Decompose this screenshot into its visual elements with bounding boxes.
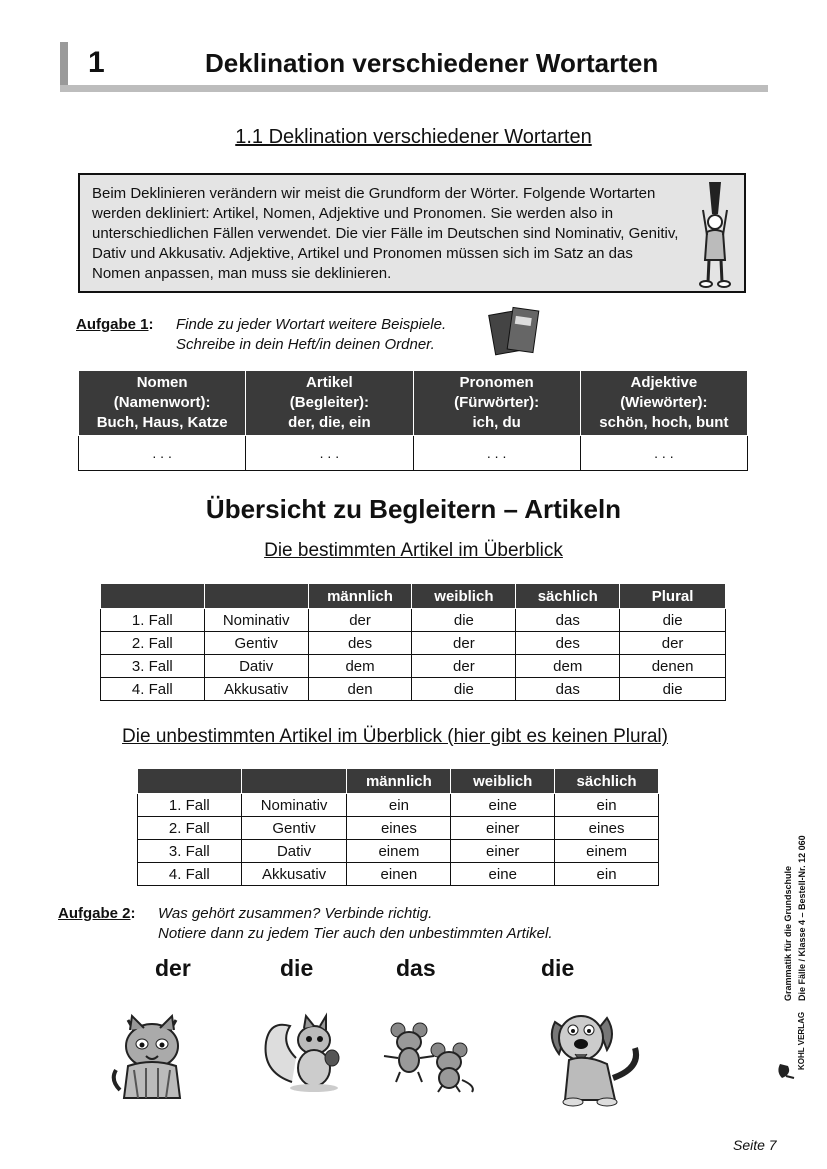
article-cell: das (516, 609, 620, 632)
article-cell: der (412, 632, 516, 655)
header-empty (138, 769, 242, 794)
header-nomen: Nomen (Namenwort): Buch, Haus, Katze (79, 371, 246, 436)
info-text: Beim Deklinieren verändern wir meist die Grundform der Wörter. Folgende Wortarten werden dekliniert: Artikel, Nomen, Adjektive und Pronomen. Sie werden also in unterschiedlichen Fällen verwendet. Die vier Fälle im Deutschen sind Nominativ, Genitiv, Dativ und Akkusativ. Adjektive, Artikel und Pronomen müssen sich im Satz an das Nomen anpassen, man muss sie deklinieren. (92, 185, 679, 282)
table-row (138, 794, 659, 817)
article-word-das: das (396, 955, 436, 981)
article-cell: des (308, 632, 412, 655)
table-row (138, 840, 659, 863)
case-cell: 2. Fall (138, 817, 242, 840)
table-row (138, 817, 659, 840)
case-cell: 1. Fall (101, 609, 205, 632)
table-row (101, 632, 726, 655)
squirrel-icon (262, 1012, 347, 1094)
case-cell: 4. Fall (138, 863, 242, 886)
wordtypes-answer-row (79, 436, 748, 471)
article-cell: das (516, 678, 620, 701)
task2-line1: Was gehört zusammen? Verbinde richtig. (158, 905, 433, 922)
article-cell: den (308, 678, 412, 701)
case-name-cell: Akkusativ (241, 863, 347, 886)
wordtypes-table (78, 370, 748, 471)
article-cell: einen (347, 863, 451, 886)
case-name-cell: Gentiv (204, 632, 308, 655)
article-cell: dem (516, 655, 620, 678)
overview-title: Übersicht zu Begleitern – Artikeln (205, 494, 622, 524)
indefinite-title: Die unbestimmten Artikel im Überblick (hier gibt es keinen Plural) (122, 726, 668, 747)
wordtypes-header-row (79, 371, 748, 436)
exclamation-figure-icon (695, 180, 739, 290)
task1-label: Aufgabe 1 (76, 316, 149, 333)
publisher-name: KOHL VERLAG (797, 1011, 806, 1070)
case-cell: 4. Fall (101, 678, 205, 701)
article-cell: einer (451, 817, 555, 840)
task2-line2: Notiere dann zu jedem Tier auch den unbestimmten Artikel. (158, 925, 553, 942)
case-cell: 3. Fall (138, 840, 242, 863)
header-maennlich: männlich (308, 584, 412, 609)
article-word-der: der (155, 955, 191, 981)
sidebar-info (778, 796, 824, 1006)
books-icon (488, 305, 544, 357)
task2-label-row (58, 905, 136, 922)
header-adjektive: Adjektive (Wiewörter): schön, hoch, bunt (580, 371, 747, 436)
case-cell: 1. Fall (138, 794, 242, 817)
article-cell: der (620, 632, 726, 655)
article-word-die: die (280, 955, 314, 981)
dog-icon (545, 1008, 655, 1108)
section-title: 1.1 Deklination verschiedener Wortarten (235, 126, 592, 148)
definite-title: Die bestimmten Artikel im Überblick (264, 540, 563, 561)
article-cell: eines (347, 817, 451, 840)
header-plural: Plural (620, 584, 726, 609)
article-cell: dem (308, 655, 412, 678)
header-empty (241, 769, 347, 794)
table-row (101, 678, 726, 701)
answer-cell[interactable]: . . . (246, 436, 413, 471)
case-cell: 2. Fall (101, 632, 205, 655)
table-row (138, 863, 659, 886)
article-cell: die (620, 678, 726, 701)
task1-colon: : (148, 316, 154, 333)
header-weiblich: weiblich (412, 584, 516, 609)
article-cell: einem (555, 840, 659, 863)
case-name-cell: Akkusativ (204, 678, 308, 701)
sidebar-line1: Grammatik für die Grundschule (783, 865, 793, 1001)
header-saechlich: sächlich (516, 584, 620, 609)
task1-line1: Finde zu jeder Wortart weitere Beispiele. (176, 316, 447, 333)
indefinite-articles-table (137, 768, 659, 886)
case-name-cell: Gentiv (241, 817, 347, 840)
sidebar-line2: Die Fälle / Klasse 4 – Bestell-Nr. 12 060 (797, 835, 807, 1001)
header-empty (204, 584, 308, 609)
case-name-cell: Nominativ (241, 794, 347, 817)
info-box (78, 173, 746, 293)
page-number: Seite 7 (733, 1137, 777, 1153)
mice-icon (380, 1020, 480, 1095)
article-cell: eine (451, 794, 555, 817)
task1-label-row (76, 316, 154, 333)
case-name-cell: Nominativ (204, 609, 308, 632)
definite-header-row (101, 584, 726, 609)
article-cell: eines (555, 817, 659, 840)
chapter-title: Deklination verschiedener Wortarten (205, 48, 659, 78)
article-cell: die (412, 609, 516, 632)
header-weiblich: weiblich (451, 769, 555, 794)
article-cell: einer (451, 840, 555, 863)
header-artikel: Artikel (Begleiter): der, die, ein (246, 371, 413, 436)
article-cell: eine (451, 863, 555, 886)
task2-colon: : (130, 905, 136, 922)
header-maennlich: männlich (347, 769, 451, 794)
article-cell: der (412, 655, 516, 678)
article-cell: der (308, 609, 412, 632)
answer-cell[interactable]: . . . (580, 436, 747, 471)
answer-cell[interactable]: . . . (79, 436, 246, 471)
header-saechlich: sächlich (555, 769, 659, 794)
article-cell: ein (555, 794, 659, 817)
case-name-cell: Dativ (241, 840, 347, 863)
header-empty (101, 584, 205, 609)
answer-cell[interactable]: . . . (413, 436, 580, 471)
article-cell: des (516, 632, 620, 655)
article-word-die-2: die (541, 955, 575, 981)
table-row (101, 655, 726, 678)
header-underline (60, 85, 768, 92)
header-pronomen: Pronomen (Fürwörter): ich, du (413, 371, 580, 436)
case-cell: 3. Fall (101, 655, 205, 678)
article-cell: denen (620, 655, 726, 678)
article-cell: ein (347, 794, 451, 817)
article-cell: die (620, 609, 726, 632)
publisher-logo (772, 1008, 816, 1080)
definite-articles-table (100, 583, 726, 701)
table-row (101, 609, 726, 632)
article-cell: einem (347, 840, 451, 863)
indefinite-header-row (138, 769, 659, 794)
case-name-cell: Dativ (204, 655, 308, 678)
article-cell: ein (555, 863, 659, 886)
cat-icon (110, 1010, 195, 1105)
task2-label: Aufgabe 2 (58, 905, 131, 922)
task1-line2: Schreibe in dein Heft/in deinen Ordner. (176, 336, 435, 353)
article-cell: die (412, 678, 516, 701)
chapter-number: 1 (88, 46, 105, 79)
